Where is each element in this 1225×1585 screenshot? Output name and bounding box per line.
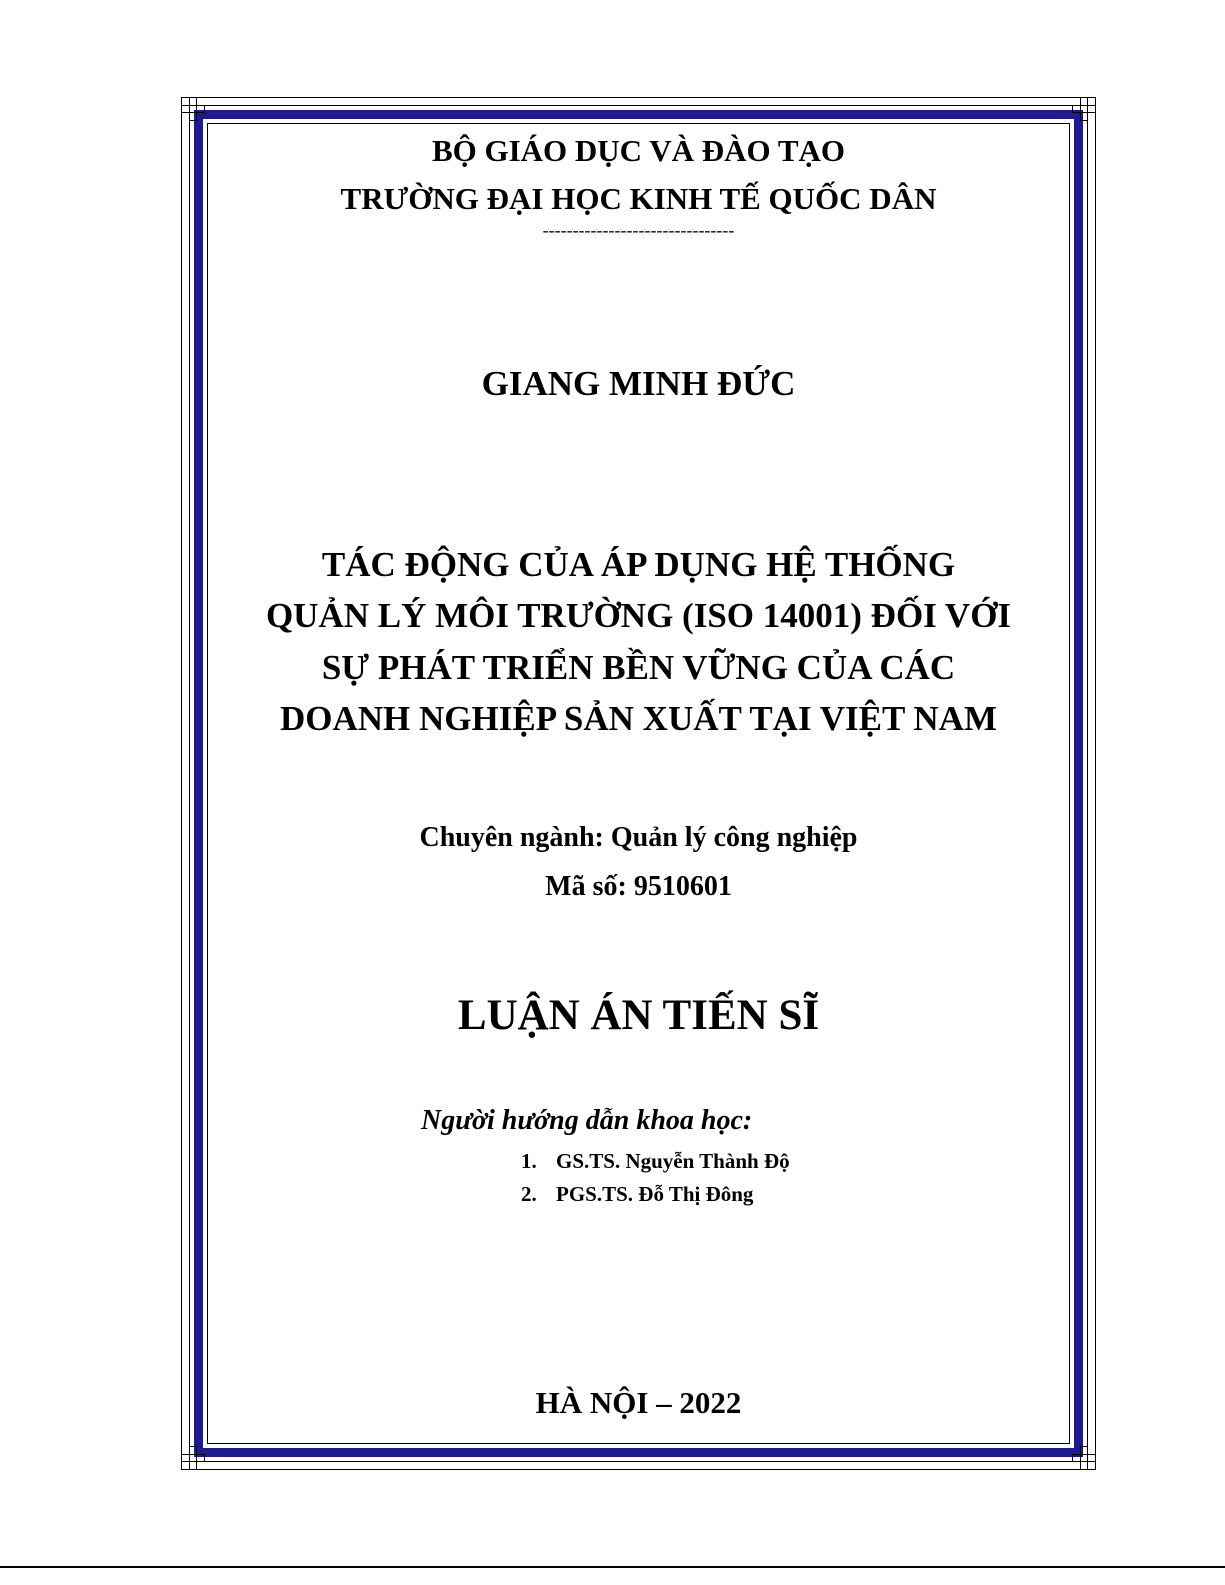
thesis-title-line: TÁC ĐỘNG CỦA ÁP DỤNG HỆ THỐNG	[321, 545, 956, 584]
advisor-name: GS.TS. Nguyễn Thành Độ	[556, 1149, 790, 1173]
page-bottom-rule	[0, 1566, 1225, 1568]
university-name: TRƯỜNG ĐẠI HỌC KINH TẾ QUỐC DÂN	[340, 181, 937, 216]
advisor-number: 2.	[521, 1182, 537, 1206]
thesis-title-line: DOANH NGHIỆP SẢN XUẤT TẠI VIỆT NAM	[280, 699, 997, 738]
author-name: GIANG MINH ĐỨC	[481, 364, 796, 403]
major-code: Mã số: 9510601	[545, 871, 732, 902]
corner-ornament-bottom-left	[181, 1446, 205, 1470]
header-separator: --------------------------------	[542, 220, 735, 240]
corner-ornament-top-right	[1072, 97, 1096, 121]
degree-title: LUẬN ÁN TIẾN SĨ	[457, 992, 820, 1039]
frame-blue-border	[194, 110, 1083, 1457]
thesis-title-line: SỰ PHÁT TRIỂN BỀN VỮNG CỦA CÁC	[321, 648, 956, 687]
thesis-title-line: QUẢN LÝ MÔI TRƯỜNG (ISO 14001) ĐỐI VỚI	[265, 596, 1012, 635]
advisor-name: PGS.TS. Đỗ Thị Đông	[556, 1182, 754, 1206]
place-and-year: HÀ NỘI – 2022	[535, 1385, 742, 1420]
advisor-number: 1.	[521, 1149, 537, 1173]
advisor-item	[521, 1149, 790, 1182]
advisor-list	[521, 1149, 790, 1215]
advisor-heading: Người hướng dẫn khoa học:	[421, 1105, 753, 1136]
ministry-name: BỘ GIÁO DỤC VÀ ĐÀO TẠO	[431, 133, 846, 168]
corner-ornament-top-left	[181, 97, 205, 121]
major-field: Chuyên ngành: Quản lý công nghiệp	[419, 822, 858, 853]
advisor-item	[521, 1182, 790, 1215]
corner-ornament-bottom-right	[1072, 1446, 1096, 1470]
